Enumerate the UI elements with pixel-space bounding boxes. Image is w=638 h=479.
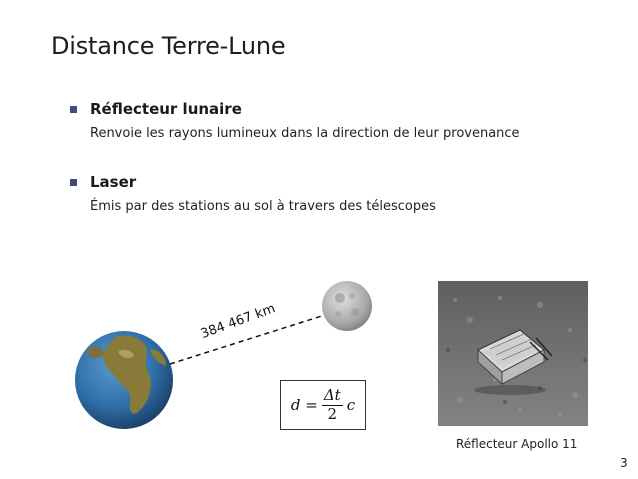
bullet-text: Émis par des stations au sol à travers des télescopes <box>90 199 436 214</box>
bullet-text: Renvoie les rayons lumineux dans la direction de leur provenance <box>90 126 520 141</box>
formula-fraction <box>322 385 343 423</box>
distance-formula <box>280 380 366 430</box>
page-number: 3 <box>620 456 628 470</box>
formula-denominator: 2 <box>327 404 338 423</box>
formula-rhs: c <box>346 396 356 414</box>
formula-lhs: d = <box>290 396 318 414</box>
formula-numerator: Δt <box>323 385 341 404</box>
earth-icon <box>75 331 173 429</box>
photo-caption: Réflecteur Apollo 11 <box>456 437 578 451</box>
distance-label: 384 467 km <box>198 301 278 342</box>
bullet-title: Réflecteur lunaire <box>90 100 242 118</box>
slide-title: Distance Terre-Lune <box>51 32 286 60</box>
moon-icon <box>322 281 372 331</box>
apollo-reflector-photo <box>438 281 588 426</box>
bullet-title: Laser <box>90 173 137 191</box>
